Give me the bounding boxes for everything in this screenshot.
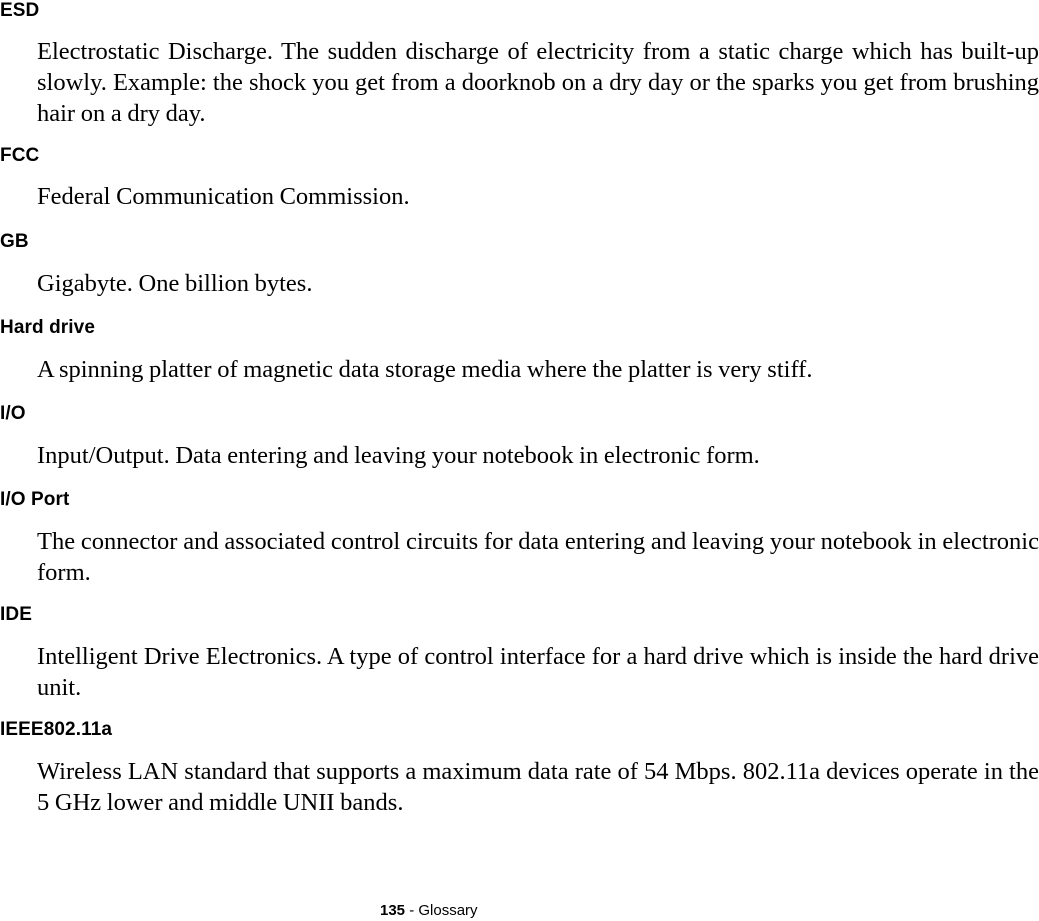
glossary-term: I/O Port: [0, 489, 70, 510]
page-number: 135: [380, 902, 406, 919]
footer-separator: -: [405, 902, 419, 919]
glossary-term: GB: [0, 231, 29, 252]
glossary-definition: The connector and associated control circuits for data entering and leaving your notebook in electronic form.: [37, 528, 1039, 586]
glossary-term: IDE: [0, 604, 32, 625]
glossary-definition: Intelligent Drive Electronics. A type of control interface for a hard drive which is inside the hard drive unit.: [37, 643, 1039, 701]
glossary-term: ESD: [0, 0, 40, 21]
glossary-definition: Input/Output. Data entering and leaving your notebook in electronic form.: [37, 442, 760, 469]
glossary-definition: Gigabyte. One billion bytes.: [37, 270, 313, 297]
glossary-definition: Federal Communication Commission.: [37, 183, 410, 210]
glossary-term: FCC: [0, 145, 40, 166]
glossary-entry-esd: [0, 0, 39, 22]
glossary-term: Hard drive: [0, 317, 95, 338]
glossary-term: IEEE802.11a: [0, 719, 113, 740]
footer-section-title: Glossary: [418, 902, 478, 919]
glossary-term: I/O: [0, 403, 26, 424]
glossary-definition: Wireless LAN standard that supports a maximum data rate of 54 Mbps. 802.11a devices operate in the 5 GHz lower and middle UNII bands.: [37, 758, 1039, 816]
glossary-definition: Electrostatic Discharge. The sudden discharge of electricity from a static charge which has built-up slowly. Example: the shock you get from a doorknob on a dry day or the sparks you get from brushing hair on a dry day.: [37, 38, 1039, 127]
glossary-definition: A spinning platter of magnetic data storage media where the platter is very stiff.: [37, 356, 813, 383]
